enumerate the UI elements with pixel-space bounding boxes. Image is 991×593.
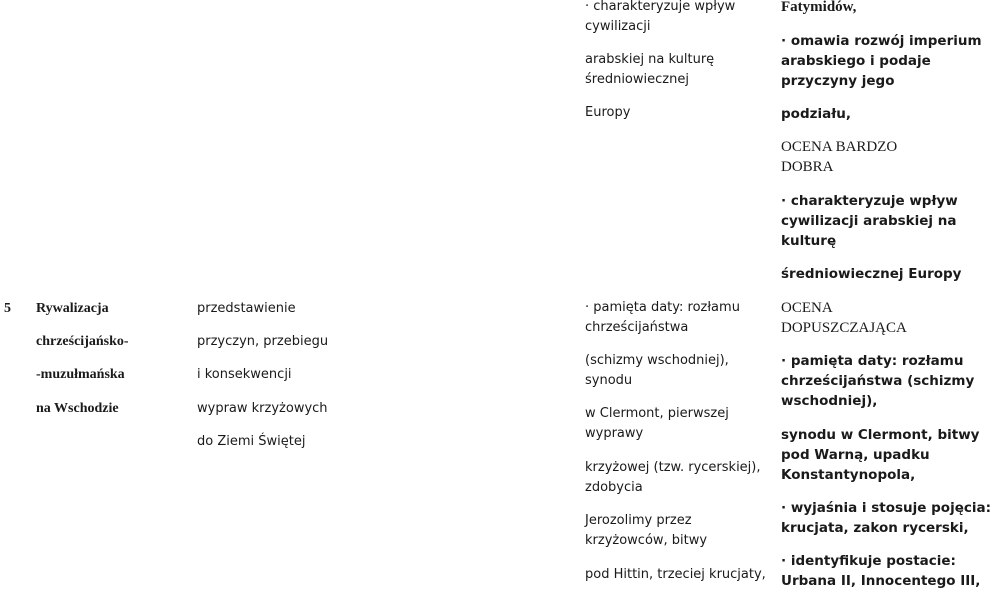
topic-title-line-2: chrześcijańsko-: [36, 334, 129, 349]
requirement-line: średniowiecznej: [585, 72, 689, 87]
grade-requirement-line: przyczyny jego: [781, 73, 895, 89]
grade-requirement-line: wschodniej),: [781, 393, 878, 409]
grade-requirement-line: · pamięta daty: rozłamu: [781, 353, 964, 369]
grade-heading: DOPUSZCZAJĄCA: [781, 320, 907, 336]
grade-requirement-line: kulturę: [781, 233, 837, 249]
grade-requirement-line: · wyjaśnia i stosuje pojęcia:: [781, 500, 991, 516]
requirement-line: krzyżowców, bitwy: [585, 533, 708, 548]
requirement-line: cywilizacji: [585, 19, 651, 34]
topic-title-line-1: Rywalizacja: [36, 301, 109, 316]
topic-title-line-3: -muzułmańska: [36, 367, 125, 382]
content-line-3: i konsekwencji: [197, 367, 292, 382]
grade-heading: OCENA BARDZO: [781, 139, 898, 155]
requirement-line: w Clermont, pierwszej: [585, 406, 729, 421]
row-number: 5: [4, 301, 11, 316]
grade-requirement-line: arabskiego i podaje: [781, 53, 931, 69]
requirement-line: (schizmy wschodniej),: [585, 353, 729, 368]
grade-requirement-line: · omawia rozwój imperium: [781, 33, 982, 49]
grade-heading: OCENA: [781, 300, 833, 316]
topic-title-line-4: na Wschodzie: [36, 401, 119, 416]
requirement-line: · charakteryzuje wpływ: [585, 0, 736, 14]
requirement-line: pod Hittin, trzeciej krucjaty,: [585, 567, 766, 582]
grade-requirement-line: · charakteryzuje wpływ: [781, 193, 958, 209]
requirement-line: arabskiej na kulturę: [585, 52, 715, 67]
content-line-5: do Ziemi Świętej: [197, 434, 306, 449]
grade-requirement-line: synodu w Clermont, bitwy: [781, 427, 980, 443]
requirement-line: wyprawy: [585, 426, 644, 441]
grade-heading: DOBRA: [781, 159, 834, 175]
requirement-line: Jerozolimy przez: [585, 513, 692, 528]
requirement-line: synodu: [585, 373, 633, 388]
grade-requirement-line: · identyfikuje postacie:: [781, 553, 956, 569]
grade-requirement-line: krucjata, zakon rycerski,: [781, 520, 969, 536]
requirement-line: krzyżowej (tzw. rycerskiej),: [585, 460, 761, 475]
content-line-4: wypraw krzyżowych: [197, 401, 328, 416]
requirement-line: chrześcijaństwa: [585, 320, 689, 335]
grade-requirement-line: chrześcijaństwa (schizmy: [781, 373, 975, 389]
content-line-2: przyczyn, przebiegu: [197, 334, 329, 349]
requirement-line: zdobycia: [585, 480, 643, 495]
grade-requirement-line: podziału,: [781, 106, 851, 122]
requirement-line: · pamięta daty: rozłamu: [585, 300, 740, 315]
grade-requirement-line: pod Warną, upadku: [781, 447, 930, 463]
content-line-1: przedstawienie: [197, 301, 296, 316]
grade-requirement-line: Urbana II, Innocentego III,: [781, 573, 981, 589]
grade-requirement-line: średniowiecznej Europy: [781, 266, 962, 282]
grade-requirement-line: cywilizacji arabskiej na: [781, 213, 957, 229]
grade-requirement-line: Konstantynopola,: [781, 467, 916, 483]
grade-requirement-line: Fatymidów,: [781, 0, 857, 15]
requirement-line: Europy: [585, 105, 631, 120]
